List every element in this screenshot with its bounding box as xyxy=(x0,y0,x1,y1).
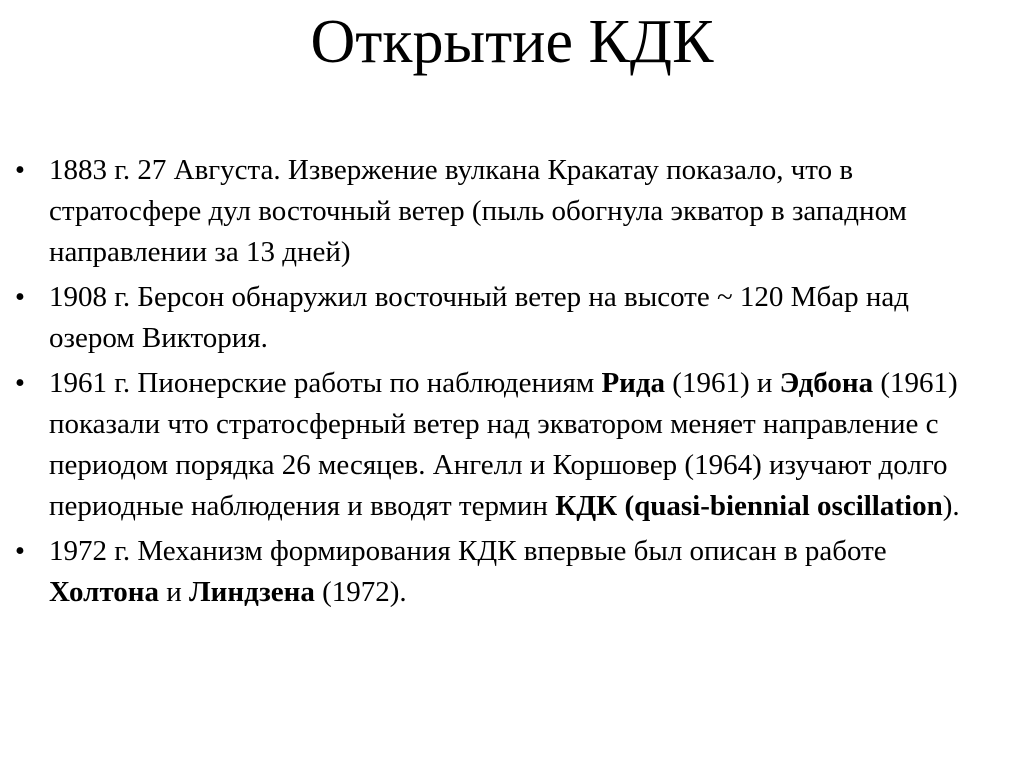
bullet-icon: • xyxy=(14,535,26,567)
author-name-lindzen: Линдзена xyxy=(189,576,315,608)
bullet-item-1883 xyxy=(14,150,999,273)
text-run: и xyxy=(159,576,190,608)
text-run: 1961 г. Пионерские работы по наблюдениям xyxy=(49,367,602,399)
text-run: ). xyxy=(942,490,960,522)
slide-title: Открытие КДК xyxy=(310,8,714,76)
bullet-list xyxy=(14,150,999,617)
bullet-text xyxy=(49,367,960,522)
bullet-icon: • xyxy=(14,367,26,399)
bullet-item-1961 xyxy=(14,363,999,527)
text-run: 1972 г. Механизм формирования КДК впервые был описан в работе xyxy=(49,535,887,567)
author-name-ebdon: Эдбона xyxy=(779,367,874,399)
bullet-text xyxy=(49,154,907,268)
author-name-reed: Рида xyxy=(601,367,666,399)
term-qbo: КДК (quasi-biennial oscillation xyxy=(555,490,943,522)
bullet-item-1972 xyxy=(14,531,999,613)
bullet-icon: • xyxy=(14,281,26,313)
bullet-item-1908 xyxy=(14,277,999,359)
author-name-holton: Холтона xyxy=(49,576,160,608)
bullet-text xyxy=(49,535,887,608)
text-run: 1883 г. 27 Августа. Извержение вулкана Кракатау показало, что в стратосфере дул восточный ветер (пыль обогнула экватор в западном направлении за 13 дней) xyxy=(49,154,907,268)
bullet-text xyxy=(49,281,909,354)
text-run: 1908 г. Берсон обнаружил восточный ветер на высоте ~ 120 Мбар над озером Виктория. xyxy=(49,281,909,354)
text-run: (1961) показали что стратосферный ветер над экватором меняет направление с периодом порядка 26 месяцев. Ангелл и Коршовер (1964) изучают долго периодные наблюдения и вводят термин xyxy=(49,367,958,522)
bullet-icon: • xyxy=(14,154,26,186)
text-run: (1961) и xyxy=(665,367,780,399)
text-run: (1972). xyxy=(314,576,407,608)
